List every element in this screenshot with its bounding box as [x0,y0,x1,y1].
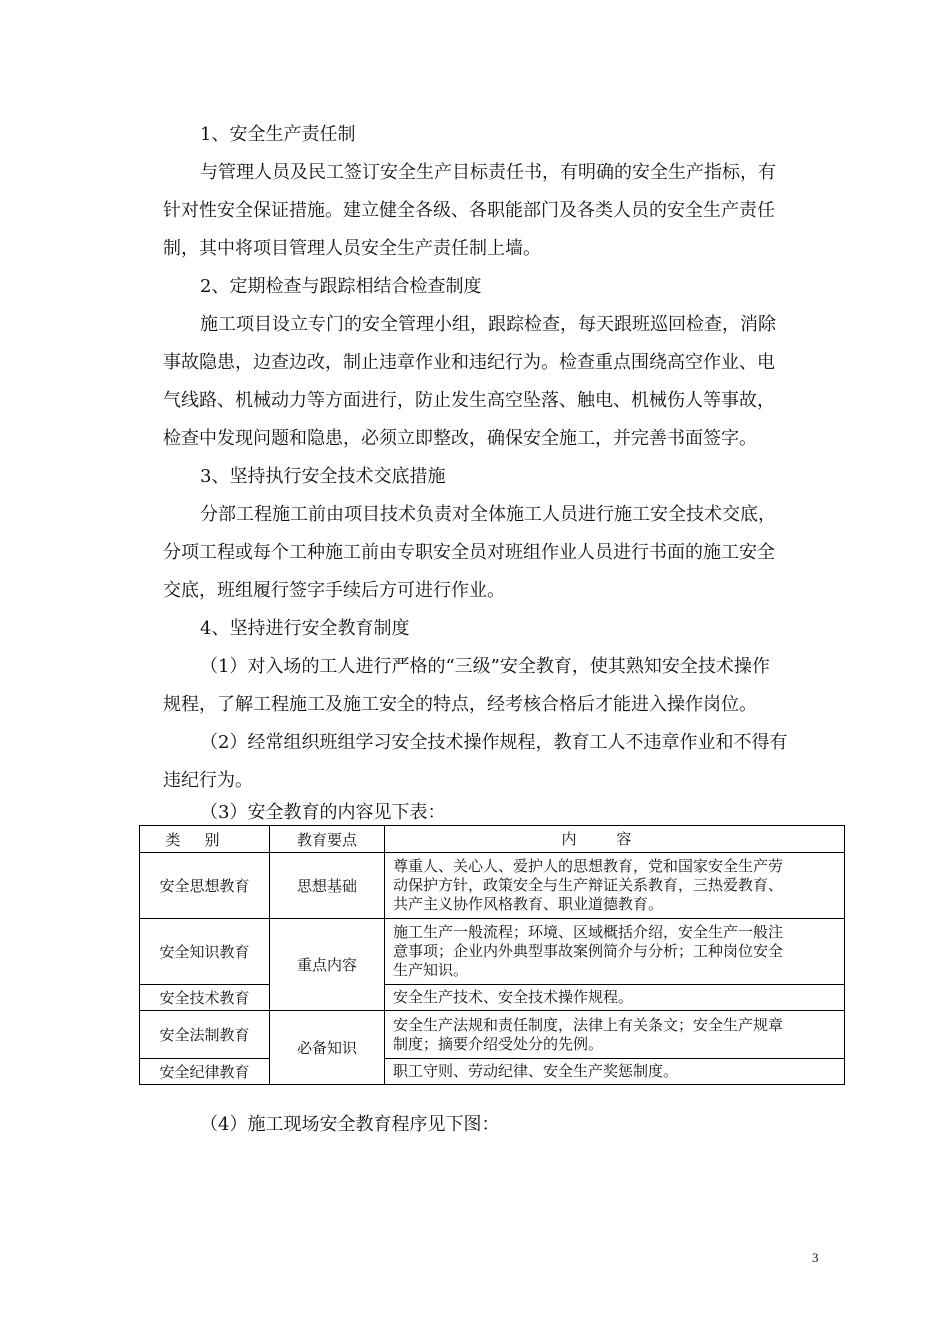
paragraph-line: 气线路、机械动力等方面进行，防止发生高空坠落、触电、机械伤人等事故， [163,390,775,411]
header-content: 内容 [385,826,845,853]
table-row [140,985,845,1011]
education-content-table [139,825,845,1085]
paragraph-line: 分部工程施工前由项目技术负责对全体施工人员进行施工安全技术交底， [200,504,776,525]
table-row [140,853,845,919]
paragraph-line: 违纪行为。 [163,770,253,791]
section-heading-1: 1、安全生产责任制 [200,124,356,145]
cell-category: 安全技术教育 [140,985,270,1011]
cell-content: 施工生产一般流程；环境、区域概括介绍，安全生产一般注 意事项；企业内外典型事故案例简介与分析；工种岗位安全 生产知识。 [385,919,845,985]
paragraph-line: 交底，班组履行签字手续后方可进行作业。 [163,580,505,601]
cell-category: 安全法制教育 [140,1011,270,1059]
table-row [140,1059,845,1085]
table-row [140,1011,845,1059]
cell-content: 安全生产法规和责任制度，法律上有关条文；安全生产规章 制度；摘要介绍受处分的先例。 [385,1011,845,1059]
table-header-row [140,826,845,853]
paragraph-line: 制，其中将项目管理人员安全生产责任制上墙。 [163,238,541,259]
table-caption: （3）安全教育的内容见下表： [200,802,446,823]
cell-point: 必备知识 [270,1011,385,1085]
cell-content: 安全生产技术、安全技术操作规程。 [385,985,845,1011]
page-number: 3 [812,1250,819,1265]
table-row [140,919,845,985]
section-heading-2: 2、定期检查与跟踪相结合检查制度 [200,276,482,297]
cell-category: 安全纪律教育 [140,1059,270,1085]
cell-category: 安全知识教育 [140,919,270,985]
cell-point: 重点内容 [270,919,385,1011]
paragraph-line: 针对性安全保证措施。建立健全各级、各职能部门及各类人员的安全生产责任 [163,200,775,221]
header-point: 教育要点 [270,826,385,853]
section-heading-3: 3、坚持执行安全技术交底措施 [200,466,446,487]
paragraph-line: 检查中发现问题和隐患，必须立即整改，确保安全施工，并完善书面签字。 [163,428,757,449]
cell-point: 思想基础 [270,853,385,919]
cell-content: 尊重人、关心人、爱护人的思想教育，党和国家安全生产劳 动保护方针，政策安全与生产辩证关系教育，三热爱教育、 共产主义协作风格教育、职业道德教育。 [385,853,845,919]
figure-caption: （4）施工现场安全教育程序见下图： [200,1114,500,1135]
paragraph-line: （1）对入场的工人进行严格的“三级”安全教育，使其熟知安全技术操作 [200,656,770,677]
paragraph-line: 事故隐患，边查边改，制止违章作业和违纪行为。检查重点围绕高空作业、电 [163,352,775,373]
header-category: 类别 [140,826,270,853]
paragraph-line: 规程，了解工程施工及施工安全的特点，经考核合格后才能进入操作岗位。 [163,694,757,715]
paragraph-line: 与管理人员及民工签订安全生产目标责任书，有明确的安全生产指标，有 [200,162,776,183]
cell-category: 安全思想教育 [140,853,270,919]
paragraph-line: 施工项目设立专门的安全管理小组，跟踪检查，每天跟班巡回检查，消除 [200,314,776,335]
paragraph-line: （2）经常组织班组学习安全技术操作规程，教育工人不违章作业和不得有 [200,732,788,753]
cell-content: 职工守则、劳动纪律、安全生产奖惩制度。 [385,1059,845,1085]
paragraph-line: 分项工程或每个工种施工前由专职安全员对班组作业人员进行书面的施工安全 [163,542,775,563]
section-heading-4: 4、坚持进行安全教育制度 [200,618,410,639]
